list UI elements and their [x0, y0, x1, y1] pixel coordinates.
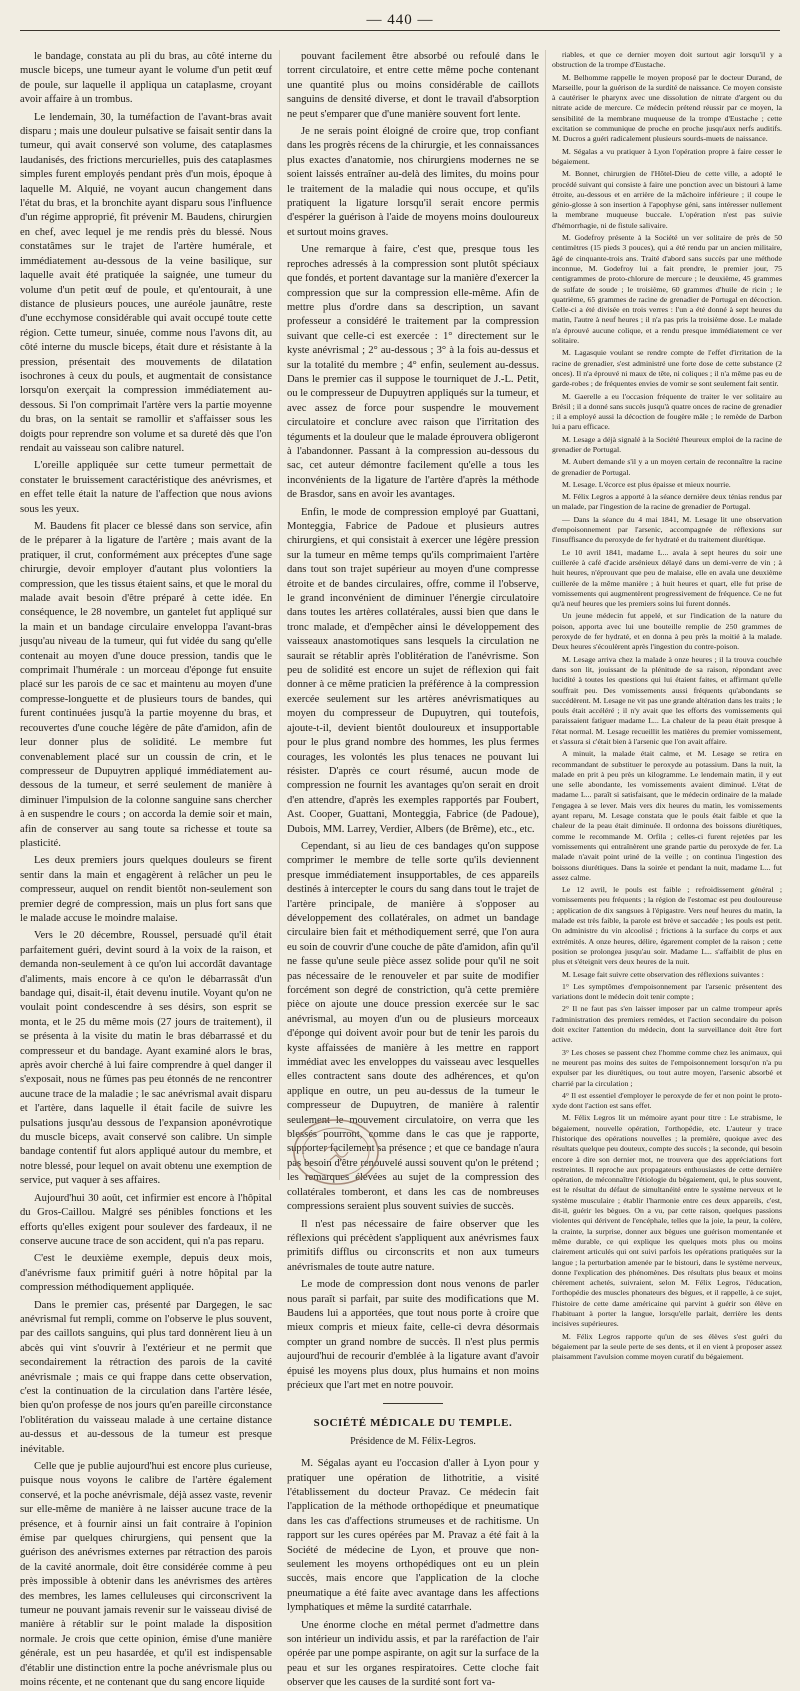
column-divider — [279, 50, 280, 1180]
paragraph: 4° Il est essentiel d'employer le peroxyde de fer et non point le proto-xyde dont l'action est sans effet. — [552, 1090, 782, 1111]
paragraph: 1° Les symptômes d'empoisonnement par l'arsenic présentent des variations dont le médecin doit tenir compte ; — [552, 981, 782, 1002]
paragraph: Aujourd'hui 30 août, cet infirmier est encore à l'hôpital du Gros-Caillou. Malgré ses pénibles fonctions et les efforts qu'elles exigent pour soulever des fardeaux, il ne conserve aucune trace de son accident, qui n'a pas reparu. — [20, 1192, 272, 1247]
paragraph: M. Félix Legros lit un mémoire ayant pour titre : Le strabisme, le bégaiement, nouvelle opération, l'orthopédie, etc. L'auteur y trace l'historique des opérations nouvelles ; la première, quoique avec des résultats quelque peu douteux, compte des succès ; la seconde, qui besoin encore à dire son dernier mot, ne trouvera que des appréciations fort restreintes. Il reproche aux propagateurs enthousiastes de cette dernière opération, de méconnaître l'étiologie du bégaiement, qui, le plus souvent, est le résultat du défaut de simultanéité entre le système nerveux et le système musculaire ; établir l'harmonie entre ces deux appareils, c'est, dit-il, guérir les bègues. On a vu, par cette raison, quelques passions violentes qui dérivent de l'encéphale, telles que la joie, la peur, la colère, la crainte, la surprise, donner aux bègues une guérison momentanée et même durable, ce qui explique les quelques mots plus ou moins clairement articulés qui ont suivi parfois les opérations pratiquées sur la langue ; la perturbation amenée par le bistouri, dans le système nerveux, donne l'explication des phénomènes. Des résultats plus beaux et moins chèrement achetés, suivraient, selon M. Félix Legros, l'éducation, l'orthopédie des muscles phonateurs des bègues, et il rappelle, à ce sujet, l'histoire de cette dame américaine qui parvint à guérir son élève en l'habituant à porter la langue, lorsqu'elle parlait, derrière les dents incisives supérieures. — [552, 1113, 782, 1329]
section-title: SOCIÉTÉ MÉDICALE DU TEMPLE. — [313, 1417, 513, 1430]
paragraph: M. Bonnet, chirurgien de l'Hôtel-Dieu de cette ville, a adopté le procédé suivant qui consiste à faire une ponction avec un bistouri à lame étroite, au-dessous et en arrière de la mâchoire inférieure ; il coupe le génio-glosse à son insertion à l'apophyse géni, sans intéresser nullement la membrane muqueuse buccale. L'opération n'est pas suivie d'hémorrhagie, ni de fistule salivaire. — [552, 169, 782, 230]
paragraph: M. Lesage fait suivre cette observation des réflexions suivantes : — [562, 969, 764, 979]
column-2-article-end — [287, 50, 539, 1393]
paragraph: Enfin, le mode de compression employé par Guattani, Monteggia, Fabrice de Padoue et plusieurs autres chirurgiens, et qui consistait à exercer une légère pression sur la tumeur en même temps qu'ils comprimaient l'artère dans tout son trajet supérieur au moyen d'une compresse étroite et de bandes circulaires, offre, comme il l'observe, le grand inconvénient de diminuer l'énergie circulatoire dans toutes les artères collatérales, aussi bien que dans le tronc malade, et d'empêcher ainsi le développement des vaisseaux anastomotiques sans lesquels la circulation ne saurait se rétablir après l'oblitération de l'anévrisme. Son peu de solidité est encore un sujet de réflexion qui fait donner à ce même praticien la préférence à la compression exercée seulement sur les artères anévrismatiques au moyen du compresseur de Dupuytren, qui toutefois, ajoute-t-il, devient bientôt douloureux et insupportable pour le plus grand nombre des hommes, les plus fermes courages, les volontés les plus tenaces ne pouvant lui résister. D'après ce court résumé, aucun mode de compression ne fournit les avantages qu'on serait en droit d'en attendre, d'après les exemples rapportés par Foubert, Ast. Cooper, Guattani, Monteggia, Fabrice (de Padoue), Dubois, MM. Larrey, Verdier, Albers (de Brême), etc., etc. — [287, 506, 539, 835]
paragraph: Il n'est pas nécessaire de faire observer que les réflexions qui précèdent s'appliquent aux anévrismes faux primitifs difflus ou circonscrits et non aux tumeurs anévrismales de toute autre nature. — [287, 1218, 539, 1273]
paragraph: Les deux premiers jours quelques douleurs se firent sentir dans la main et engagèrent à relâcher un peu le compresseur, auquel on rendit bientôt non-seulement son premier degré de compression, mais un plus fort sans que le malade accuse le moindre malaise. — [20, 855, 272, 924]
library-stamp — [290, 1108, 382, 1188]
paragraph: M. Aubert demande s'il y a un moyen certain de reconnaître la racine de grenadier de Portugal. — [552, 457, 782, 477]
paragraph: M. Lesage a déjà signalé à la Société l'heureux emploi de la racine de grenadier de Portugal. — [552, 434, 782, 454]
paragraph: Une remarque à faire, c'est que, presque tous les reproches adressés à la compression sont plutôt spéciaux que fondés, et portent davantage sur la manière d'exercer la compression que sur la compression elle-même. Afin de mettre plus d'ordre dans sa description, un savant professeur a considéré le traitement par la compression suivant que celle-ci est exercée : 1° directement sur le kyste anévrismal ; 2° au-dessous ; 3° à la fois au-dessus et sur la totalité du membre ; 4° enfin, seulement au-dessus. Dans le premier cas il suppose le tourniquet de J.-L. Petit, ou le compresseur de Dupuytren appliqués sur la tumeur, et avec assez de force pour suspendre le mouvement circulatoire et conclure avec raison que l'irritation des téguments et la douleur que le malade éprouvera obligeront à l'abandonner. Passant à la compression au-dessous du sac, cet auteur démontre facilement qu'elle a tous les inconvénients de la ligature de l'artère d'après la méthode de Brasdor, sans en avoir les avantages. — [287, 244, 539, 501]
column-2-society-report — [287, 1457, 539, 1691]
column-3 — [552, 50, 782, 1362]
paragraph: M. Gaerelle a eu l'occasion fréquente de traiter le ver solitaire au Brésil ; il a donné sans succès jusqu'à quatre onces de racine de grenadier ; il a employé aussi la décoction de fougère mâle ; le remède de Darbon lui a paru efficace. — [552, 391, 782, 432]
paragraph: M. Baudens fit placer ce blessé dans son service, afin de le préparer à la ligature de l'artère ; mais avant de la pratiquer, il crut, conformément aux préceptes d'une sage chirurgie, devoir employer d'autant plus volontiers la compression, que les tissus étaient sains, et que le moral du malade avait besoin d'être préparé à cette idée. En conséquence, le 28 novembre, un gantelet fut appliqué sur la main et un bandage circulaire enveloppa l'avant-bras jusqu'au niveau de la tumeur, qui fut vidée du sang qu'elle contenait au moyen d'une douce pression, tandis que le comprimait l'humérale : un morceau d'éponge fut ensuite placé sur les parois de ce sac et maintenu au moyen d'une compresse-longuette et de plusieurs tours de bandes, qui furent continuées jusqu'à la partie moyenne du bras, et recouvertes d'une couche légère de pâte d'amidon, afin de leur donner plus de solidité. Le membre fut convenablement placé sur un coussin de crin, et le compresseur de Dupuytren appliqué immédiatement au-dessous de la tumeur, et serré seulement de manière à diminuer l'impulsion de la colonne sanguine sans chercher à en suspendre le cours ; on accorda la demie soir et main, afin de conserver au sang toute sa richesse et toute sa plasticité. — [20, 521, 272, 849]
paragraph: M. Félix Legros rapporte qu'un de ses élèves s'est guéri du bégaiement par la seule perte de ses dents, et il en vient à proposer assez plaisamment l'avulsion comme moyen curatif du bégaiement. — [552, 1331, 782, 1362]
paragraph: riables, et que ce dernier moyen doit surtout agir lorsqu'il y a obstruction de la trompe d'Eustache. — [552, 50, 782, 70]
paragraph: Le 10 avril 1841, madame L... avala à sept heures du soir une cuillerée à café d'acide arsénieux délayé dans un demi-verre de vin ; à huit heures, n'éprouvant que peu de malaise, elle en avala une deuxième cuillerée de la même manière ; à huit heures et quart, elle fut prise de vomissements qui augmentèrent progressivement de fréquence. Ce ne fut qu'à neuf heures que les premiers soins lui furent donnés. — [552, 547, 782, 609]
paragraph: Le mode de compression dont nous venons de parler nous paraît si parfait, par suite des modifications que M. Baudens lui a apportées, que tout nous porte à croire que mieux compris et mieux faite, celle-ci devra désormais compter un grand nombre de succès. Il n'est plus permis aujourd'hui de recourir d'emblée à la ligature avant d'avoir épuisé les moyens plus doux, plus humains et non moins précieux que l'art met en notre pouvoir. — [287, 1279, 539, 1391]
paragraph: Cependant, si au lieu de ces bandages qu'on suppose comprimer le membre de telle sorte qu'ils deviennent presque immédiatement insupportables, de ces appareils destinés à intercepter le cours du sang dans tout le trajet de l'artère principale, de manière à s'opposer au développement des collatérales, on admet un bandage circulaire bien fait et méthodiquement serré, que l'on aura eu soin de couvrir d'une couche de pâte d'amidon, afin qu'il ne fasse qu'une seule pièce assez solide pour qu'il ne soit pas nécessaire de le renouveler et par suite de modifier forcément son degré de constriction, qu'à cette première pièce on ajoute une douce pression exercée sur le sac anévrismal, au moyen d'un ou de plusieurs morceaux d'éponge qui doivent avoir pour but de tenir les parois du kyste affaissées de manière à les mettre en rapport immédiat avec les enveloppes du vaisseau avec lesquelles elles contractent sans doute des adhérences, et qu'on applique en outre, un peu au-dessus de la tumeur le compresseur de Dupuytren, de manière à ralentir seulement le mouvement circulatoire, on verra que les blessés pourront, comme dans le cas que je rapporte, supporter facilement sa présence ; et que ce bandage n'aura pas besoin d'être renouvelé aussi souvent qu'on le prétend ; les remarques élevées au sujet de la compression des collatérales tomberont, et dans les cas de nombreuses compressions seraient plus souvent suivies de succès. — [287, 840, 539, 1213]
paragraph: — Dans la séance du 4 mai 1841, M. Lesage lit une observation d'empoisonnement par l'arsenic, accompagnée de réflexions sur l'insuffisance du peroxyde de fer hydraté et du traitement diurétique. — [552, 514, 782, 545]
paragraph: le bandage, constata au pli du bras, au côté interne du muscle biceps, une tumeur ayant le volume d'un petit œuf de poule, sur laquelle il appliqua un cataplasme, croyant avoir affaire à un trombus. — [20, 51, 272, 106]
paragraph: C'est le deuxième exemple, depuis deux mois, d'anévrisme faux primitif guéri à notre hôpital par la compression méthodiquement appliquée. — [20, 1253, 272, 1294]
paragraph: M. Ségalas a vu pratiquer à Lyon l'opération propre à faire cesser le bégaiement. — [552, 146, 782, 166]
column-2 — [287, 50, 539, 1689]
header-rule — [20, 30, 780, 31]
section-separator — [383, 1403, 443, 1404]
paragraph: Un jeune médecin fut appelé, et sur l'indication de la nature du poison, apporta avec lui une bouteille remplie de 250 grammes de peroxyde de fer hydraté, et en donna à peu près la moitié à la malade. Deux heures s'écoulèrent après l'ingestion du contre-poison. — [552, 611, 782, 652]
paragraph: 3° Les choses se passent chez l'homme comme chez les animaux, qui ne meurent pas moins des suites de l'empoisonnement lorsqu'on n'a pu expulser par les diurétiques, ou tout autre moyen, l'arsenic absorbé et charrié par la circulation ; — [552, 1047, 782, 1088]
paragraph: M. Lagasquie voulant se rendre compte de l'effet d'irritation de la racine de grenadier, s'est administré une forte dose de cette substance (2 onces). Il n'a éprouvé ni maux de tête, ni coliques ; il n'a même pas eu de garde-robes ; de fréquentes envies de vomir se sont seulement fait sentir. — [552, 348, 782, 389]
paragraph: M. Godefroy présente à la Société un ver solitaire de près de 50 centimètres (15 pieds 3 pouces), qui a été rendu par un ancien militaire, âgé de cinquante-trois ans. Traité d'abord sans succès par une méthode inconnue, M. Godefroy lui a fait prendre, le premier jour, 75 centigrammes de proto-chlorure de mercure ; le deuxième, 45 grammes de sulfate de soude ; le troisième, 60 grammes d'huile de ricin ; le quatrième, 65 grammes de racine de grenadier de Portugal en décoction. Celle-ci a été divisée en trois verres : l'un a été donné à sept heures du matin, l'autre à neuf heures ; il n'a pas pris la troisième dose. Le malade n'a éprouvé aucune colique, et a rendu presque immédiatement ce ver solitaire. — [552, 233, 782, 346]
column-divider — [545, 50, 546, 1180]
paragraph: M. Félix Legros a apporté à la séance dernière deux ténias rendus par un malade, par l'ingestion de la racine de grenadier de Portugal. — [552, 492, 782, 512]
paragraph: Vers le 20 décembre, Roussel, persuadé qu'il était parfaitement guéri, devint sourd à la voix de la raison, et demanda non-seulement à ce qu'on lui accordât davantage d'aliments, mais encore à ce qu'on le débarrassât d'un bandage qui, disait-il, était devenu inutile. Voyant qu'on ne voulait point condescendre à ses désirs, son esprit se monta, et le 25 du même mois (27 jours de traitement), il se présenta à la visite du matin le bras débarrassé et du compresseur et du bandage. Ayant examiné alors le bras, après avoir cherché à lui faire comprendre à quel danger il s'exposait, nous ne fûmes pas peu étonnés de ne rencontrer aucune trace de la maladie ; le sac anévrismal avait disparu et l'artère, dans laquelle il était facile de suivre les pulsations jusqu'au dessous de l'expansion aponévrotique du muscle biceps, avait conservé son calibre. Un simple bandage contentif fut alors appliqué autour du membre, et notre blessé, pour lequel on avait obtenu une exemption de service, put vaquer à ses affaires. — [20, 930, 272, 1187]
paragraph: M. Lesage arriva chez la malade à onze heures ; il la trouva couchée dans son lit, jouissant de la plénitude de sa raison, répondant avec lucidité à toutes les questions qui lui étaient faites, et affirmant qu'elle souffrait peu. Des vomissements aussi fréquents qu'abondants se succédèrent. M. Lesage ne vit pas une grande altération dans les traits ; le pouls était accéléré ; il n'y avait que les efforts des vomissements qui paraissaient fatiguer madame L... La chaleur de la peau était presque à l'état normal. M. Lesage recueillit les matières du premier vomissement, et s'assura si c'était bien à l'arsenic que l'on avait affaire. — [552, 654, 782, 746]
paragraph: Le lendemain, 30, la tuméfaction de l'avant-bras avait disparu ; mais une douleur pulsative se faisait sentir dans la tumeur, qui avait conservé son volume, des cataplasmes laudanisés, des frictions mercurielles, puis des cataplasmes simples furent employés pendant près d'un mois, époque à laquelle M. Alquié, ne voyant aucun changement dans l'état du bras, et la bronchite ayant disparu sous l'influence d'un régime approprié, fit prévenir M. Baudens, chirurgien en chef, avec lequel je me rendis près du blessé. Nous constatâmes sur le trajet de l'artère humérale, et immédiatement au-dessous de la veine basilique, sur laquelle avait été pratiquée la saignée, une tumeur du volume d'un petit œuf de poule, et qu'entourait, à une distance de plusieurs pouces, une auréole jaunâtre, reste d'une ecchymose considérable qui avait occupé toute cette région. Cette tumeur, sinuée, comme nous l'avons dit, au côté interne du muscle biceps, était dure et résistante à la pression, présentait des mouvements de dilatation isochrones à ceux du pouls, et augmentait de consistance lorsqu'on exerçait la compression immédiatement au-dessous. Si l'on comprimait l'artère vers la partie moyenne du bras, on la sentait se ramollir et s'affaisser sous les doigts pour reprendre son volume et sa dureté dès que l'on rendait au vaisseau son calibre naturel. — [20, 111, 272, 454]
paragraph: Une énorme cloche en métal permet d'admettre dans son intérieur un individu assis, et par la raréfaction de l'air opérée par une pompe aspirante, on agit sur la surface de la peau et sur les organes respiratoires. Cette cloche fait observer que les causes de la surdité sont fort va- — [287, 1619, 539, 1689]
section-presidency: Présidence de M. Félix-Legros. — [350, 1435, 476, 1447]
paragraph: M. Belhomme rappelle le moyen proposé par le docteur Durand, de Marseille, pour la guérison de la surdité de naissance. Ce moyen consiste à cautériser le pharynx avec une dissolution de nitrate d'argent ou du nitrate acide de mercure. Ce médecin prétend réussir par ce moyen, la sensibilité de la membrane muqueuse de la trompe d'Eustache ; cette excitation se communique de proche en proche jusqu'aux nerfs auditifs. M. Ducros a guéri radicalement plusieurs sourds-muets de naissance. — [552, 72, 782, 144]
paragraph: A minuit, la malade était calme, et M. Lesage se retira en recommandant de substituer le peroxyde au potassium. Dans la nuit, la malade en prit à peu près un kilogramme. Le lendemain matin, il y eut une selle abondante, les vomissements avaient diminué. L'état de madame L... paraît si satisfaisant, que le médecin ordinaire de la malade l'engagea à se lever. Mais vers dix heures du matin, les vomissements ayant reparu, M. Lesage constata que le pouls était faible et que la chaleur de la peau était diminuée. Il ordonna des boissons diurétiques, comme le recommande M. Orfila ; celles-ci furent rejetées par les vomissements qui entraînèrent une grande partie du peroxyde de fer. La malade n'avait point uriné de la veille ; on continua l'ingestion des boissons diurétiques. Dans la soirée et pendant la nuit, madame L... fut assez calme. — [552, 749, 782, 882]
column-1 — [20, 50, 272, 1689]
paragraph: pouvant facilement être absorbé ou refoulé dans le torrent circulatoire, et entre cette même poche contenant une quantité plus ou moins considérable de caillots sanguins de densité diverse, et dont le travail d'absorption ne peut s'emparer que d'une manière souvent fort lente. — [287, 51, 539, 120]
page-number: — 440 — — [366, 12, 434, 28]
paragraph: Le 12 avril, le pouls est faible ; refroidissement général ; vomissements peu fréquents ; la région de l'estomac est peu douloureuse ; application de dix sangsues à l'épigastre. Vers neuf heures du matin, la malade est très faible, la parole est brève et saccadée ; les pouls est petit. On administre du vin alcoolisé ; frictions à la surface du corps et aux extrémités. A onze heures, délire, égarement complet de la raison ; cette position se prolongea jusqu'au soir. Madame L... s'affaiblit de plus en plus et s'éteignit vers deux heures de la nuit. — [552, 885, 782, 967]
page-header — [20, 12, 780, 40]
paragraph: Celle que je publie aujourd'hui est encore plus curieuse, puisque nous voyons le calibre de l'artère également conservé, et la poche anévrismale, déjà assez vaste, revenir sur elle-même de manière à ne laisser aucune trace de la présence, et à fournir ainsi un fait contraire à l'opinion émise par quelques chirurgiens, qui pensent que la guérison des anévrismes externes par rétraction des parois de la cavité anormale, doit être considérée comme à peu près impossible à obtenir dans les anévrismes des artères des membres, les lames celluleuses qui circonscrivent la tumeur ne pouvant jamais revenir sur le vaisseau divisé de manière à rétablir sur le point malade la disposition normale. Je crois que cette opinion, émise d'une manière générale, est un peu hasardée, et qu'il est indispensable d'établir une distinction entre la poche anévrismale plus ou moins récente, et ne contenant que du sang encore liquide — [20, 1461, 272, 1689]
paragraph: Dans le premier cas, présenté par Dargegen, le sac anévrismal fut rempli, comme on l'observe le plus souvent, par des caillots sanguins, qui plus tard donnèrent lieu à un abcès qui vint s'ouvrir à l'extérieur et ne permit que secondairement la rétraction des parois de la cavité anévrismale ; mais ce qui frappe dans cette observation, c'est la continuation de la circulation dans l'artère lésée, bien qu'on profesșe de nos jours qu'en pareille circonstance l'oblitération du vaisseau malade à une certaine distance au-dessus et au-dessous de la tumeur est presque inévitable. — [20, 1299, 272, 1455]
paragraph: M. Lesage. L'écorce est plus épaisse et mieux nourrie. — [562, 479, 731, 489]
paragraph: Je ne serais point éloigné de croire que, trop confiant dans les progrès récens de la chirurgie, et les connaissances plus exactes d'anatomie, nos chirurgiens modernes ne se soient laissés entraîner au-delà des limites, du moins pour le traitement de la maladie qui nous occupe, et qu'ils pratiquent la ligature lorsqu'il serait encore permis d'espérer la guérison à l'aide de moyens moins douloureux et surtout moins graves. — [287, 126, 539, 238]
paragraph: 2° Il ne faut pas s'en laisser imposer par un calme trompeur après l'administration des premiers remèdes, et l'action secondaire du poison doit exciter l'attention du médecin, dont la surveillance doit être fort active. — [552, 1004, 782, 1045]
paragraph: L'oreille appliquée sur cette tumeur permettait de constater le bruissement caractéristique des anévrismes, et en effet telle était la nature de l'affection que nous avions sous les yeux. — [20, 460, 272, 515]
paragraph: M. Ségalas ayant eu l'occasion d'aller à Lyon pour y pratiquer une opération de lithotritie, a visité l'établissement du docteur Pravaz. Ce médecin fait l'application de la méthode orthopédique et pneumatique dans les cas d'affections strumeuses et de rachitisme. Un rapport sur les cures opérées par M. Pravaz a été fait à la Société de médecine de Lyon, et prouve que non-seulement les moyens orthopédiques ont eu un plein succès, mais encore que l'application de la cloche pneumatique a été faite avec avantage dans les affections lymphatiques et même la surdité catarrhale. — [287, 1458, 539, 1614]
